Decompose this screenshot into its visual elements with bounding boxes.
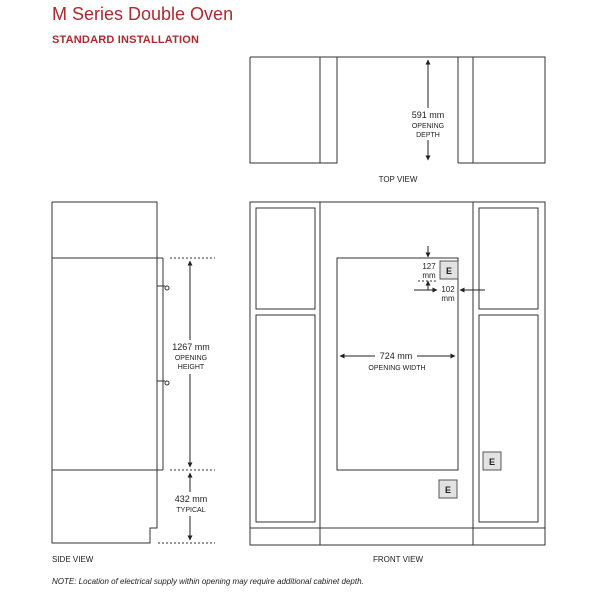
typical-label: TYPICAL	[176, 507, 206, 514]
top-view	[250, 57, 545, 163]
height-label-1: OPENING	[174, 355, 208, 362]
page-title: M Series Double Oven	[52, 4, 234, 24]
elec-top-unit: mm	[422, 271, 436, 280]
elec-top-value: 127	[422, 262, 436, 271]
elec-side-unit: mm	[441, 294, 455, 303]
front-view-outline	[250, 202, 545, 545]
electrical-box-lower-label: E	[444, 485, 452, 495]
height-value: 1267 mm	[172, 342, 210, 352]
depth-label-2: DEPTH	[416, 132, 440, 139]
top-view-label: TOP VIEW	[378, 175, 418, 184]
height-label-2: HEIGHT	[177, 364, 205, 371]
handle-upper-icon	[165, 286, 169, 290]
right-upper-door	[479, 208, 538, 309]
handle-lower-icon	[165, 381, 169, 385]
electrical-box-opening-label: E	[445, 266, 453, 276]
right-lower-door	[479, 315, 538, 522]
front-view	[250, 202, 545, 545]
depth-label-1: OPENING	[411, 123, 445, 130]
footnote: NOTE: Location of electrical supply within opening may require additional cabinet depth.	[52, 577, 364, 586]
electrical-box-right-label: E	[488, 457, 496, 467]
oven-opening	[337, 258, 458, 470]
elec-side-value: 102	[441, 285, 455, 294]
front-view-label: FRONT VIEW	[372, 555, 424, 564]
top-view-cabinet-outline	[250, 57, 337, 163]
left-upper-door	[256, 208, 315, 309]
left-lower-door	[256, 315, 315, 522]
page-subtitle: STANDARD INSTALLATION	[52, 34, 200, 46]
typical-value: 432 mm	[174, 494, 208, 504]
depth-value: 591 mm	[411, 110, 445, 120]
side-view-cabinet-outline	[52, 202, 157, 543]
top-view-cabinet-right	[458, 57, 545, 163]
side-view-oven-body	[52, 258, 157, 470]
side-view-label: SIDE VIEW	[52, 555, 94, 564]
width-value: 724 mm	[379, 351, 413, 361]
width-label: OPENING WIDTH	[368, 365, 426, 372]
